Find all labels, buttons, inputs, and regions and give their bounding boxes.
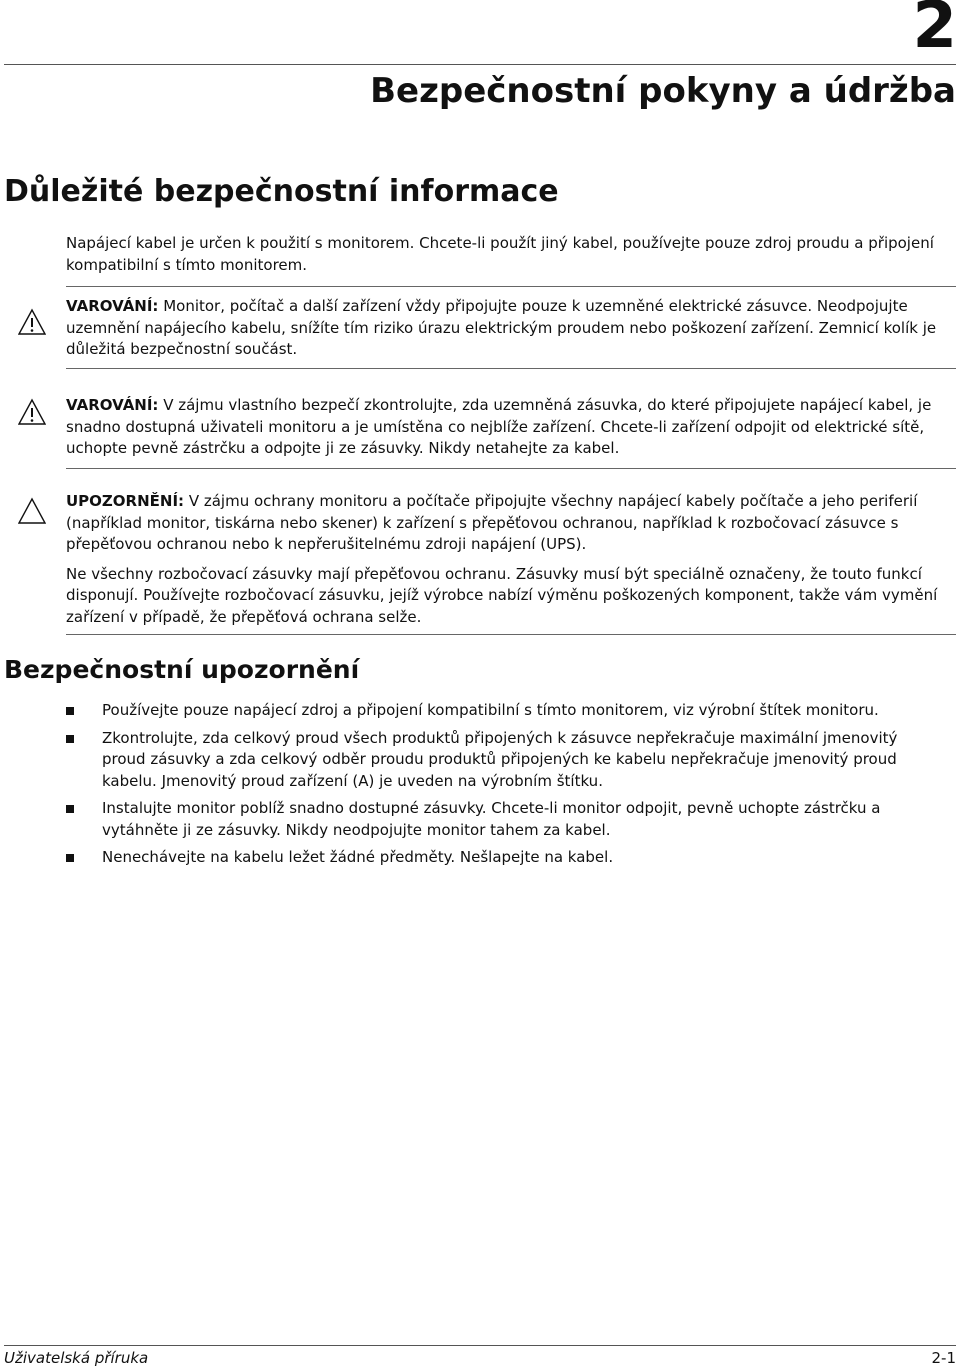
list-item-text: Zkontrolujte, zda celkový proud všech produktů připojených k zásuvce nepřekračuje maximální jmenovitý proud zásuvky a zda celkový odběr proudu produktů připojených ke kabelu nepřekračuje jmenovitý proud kabelu. Jmenovitý proud zařízení (A) je uveden na výrobním štítku. (102, 728, 898, 790)
notice-divider (66, 634, 956, 635)
caution-label: UPOZORNĚNÍ: (66, 492, 185, 510)
list-item-text: Instalujte monitor poblíž snadno dostupné zásuvky. Chcete-li monitor odpojit, pevně uchopte zástrčku a vytáhněte ji ze zásuvky. Nikdy neodpojujte monitor tahem za kabel. (102, 799, 881, 839)
warning-label: VAROVÁNÍ: (66, 396, 159, 414)
caution-notice-surge (66, 491, 940, 628)
section-heading-important-safety: Důležité bezpečnostní informace (4, 174, 559, 209)
bullet-square-icon (66, 805, 74, 813)
warning-triangle-icon (18, 308, 46, 336)
warning-notice-outlet (66, 395, 940, 460)
caution-text: V zájmu ochrany monitoru a počítače připojujte všechny napájecí kabely počítače a jeho periferií (například monitor, tiskárna nebo skener) k zařízení s přepěťovou ochranou, například k rozbočovací zásuvce s přepěťovou ochranou nebo k nepřerušitelnému zdroji napájení (UPS). (66, 492, 918, 553)
bullet-square-icon (66, 735, 74, 743)
warning-text: Monitor, počítač a další zařízení vždy připojujte pouze k uzemněné elektrické zásuvce. Neodpojujte uzemnění napájecího kabelu, snížíte tím riziko úrazu elektrickým proudem nebo poškození zařízení. Zemnicí kolík je důležitá bezpečnostní součást. (66, 297, 937, 358)
footer-manual-title: Uživatelská příruka (4, 1349, 149, 1367)
warning-notice-grounding (66, 296, 940, 361)
section-heading-safety-precautions: Bezpečnostní upozornění (4, 655, 360, 684)
bullet-square-icon (66, 707, 74, 715)
caution-text-continued: Ne všechny rozbočovací zásuvky mají přepěťovou ochranu. Zásuvky musí být speciálně označeny, že touto funkcí disponují. Používejte rozbočovací zásuvku, jejíž výrobce nabízí výměnu poškozených komponent, takže vám vymění zařízení v případě, že přepěťová ochrana selže. (66, 564, 938, 626)
intro-paragraph: Napájecí kabel je určen k použití s monitorem. Chcete-li použít jiný kabel, používejte pouze zdroj proudu a připojení kompatibilní s tímto monitorem. (66, 234, 934, 274)
notice-divider (66, 468, 956, 469)
list-item-text: Používejte pouze napájecí zdroj a připojení kompatibilní s tímto monitorem, viz výrobní štítek monitoru. (102, 701, 879, 719)
list-item-text: Nenechávejte na kabelu ležet žádné předměty. Nešlapejte na kabel. (102, 848, 614, 866)
chapter-title: Bezpečnostní pokyny a údržba (370, 71, 956, 111)
notice-divider (66, 286, 956, 287)
chapter-number: 2 (912, 0, 956, 63)
warning-label: VAROVÁNÍ: (66, 297, 159, 315)
page-number: 2-1 (931, 1349, 956, 1367)
notice-divider (66, 368, 956, 369)
chapter-divider (4, 64, 956, 65)
list-item (66, 728, 940, 793)
bullet-square-icon (66, 854, 74, 862)
list-item (66, 798, 940, 841)
warning-triangle-icon (18, 398, 46, 426)
warning-text: V zájmu vlastního bezpečí zkontrolujte, zda uzemněná zásuvka, do které připojujete napájecí kabel, je snadno dostupná uživateli monitoru a je umístěna co nejblíže zařízení. Chcete-li zařízení odpojit od elektrické sítě, uchopte pevně zástrčku a odpojte ji ze zásuvky. Nikdy netahejte za kabel. (66, 396, 932, 457)
footer-divider (4, 1345, 956, 1346)
list-item (66, 700, 940, 722)
caution-triangle-icon (18, 497, 46, 525)
precautions-list (66, 700, 940, 875)
list-item (66, 847, 940, 869)
